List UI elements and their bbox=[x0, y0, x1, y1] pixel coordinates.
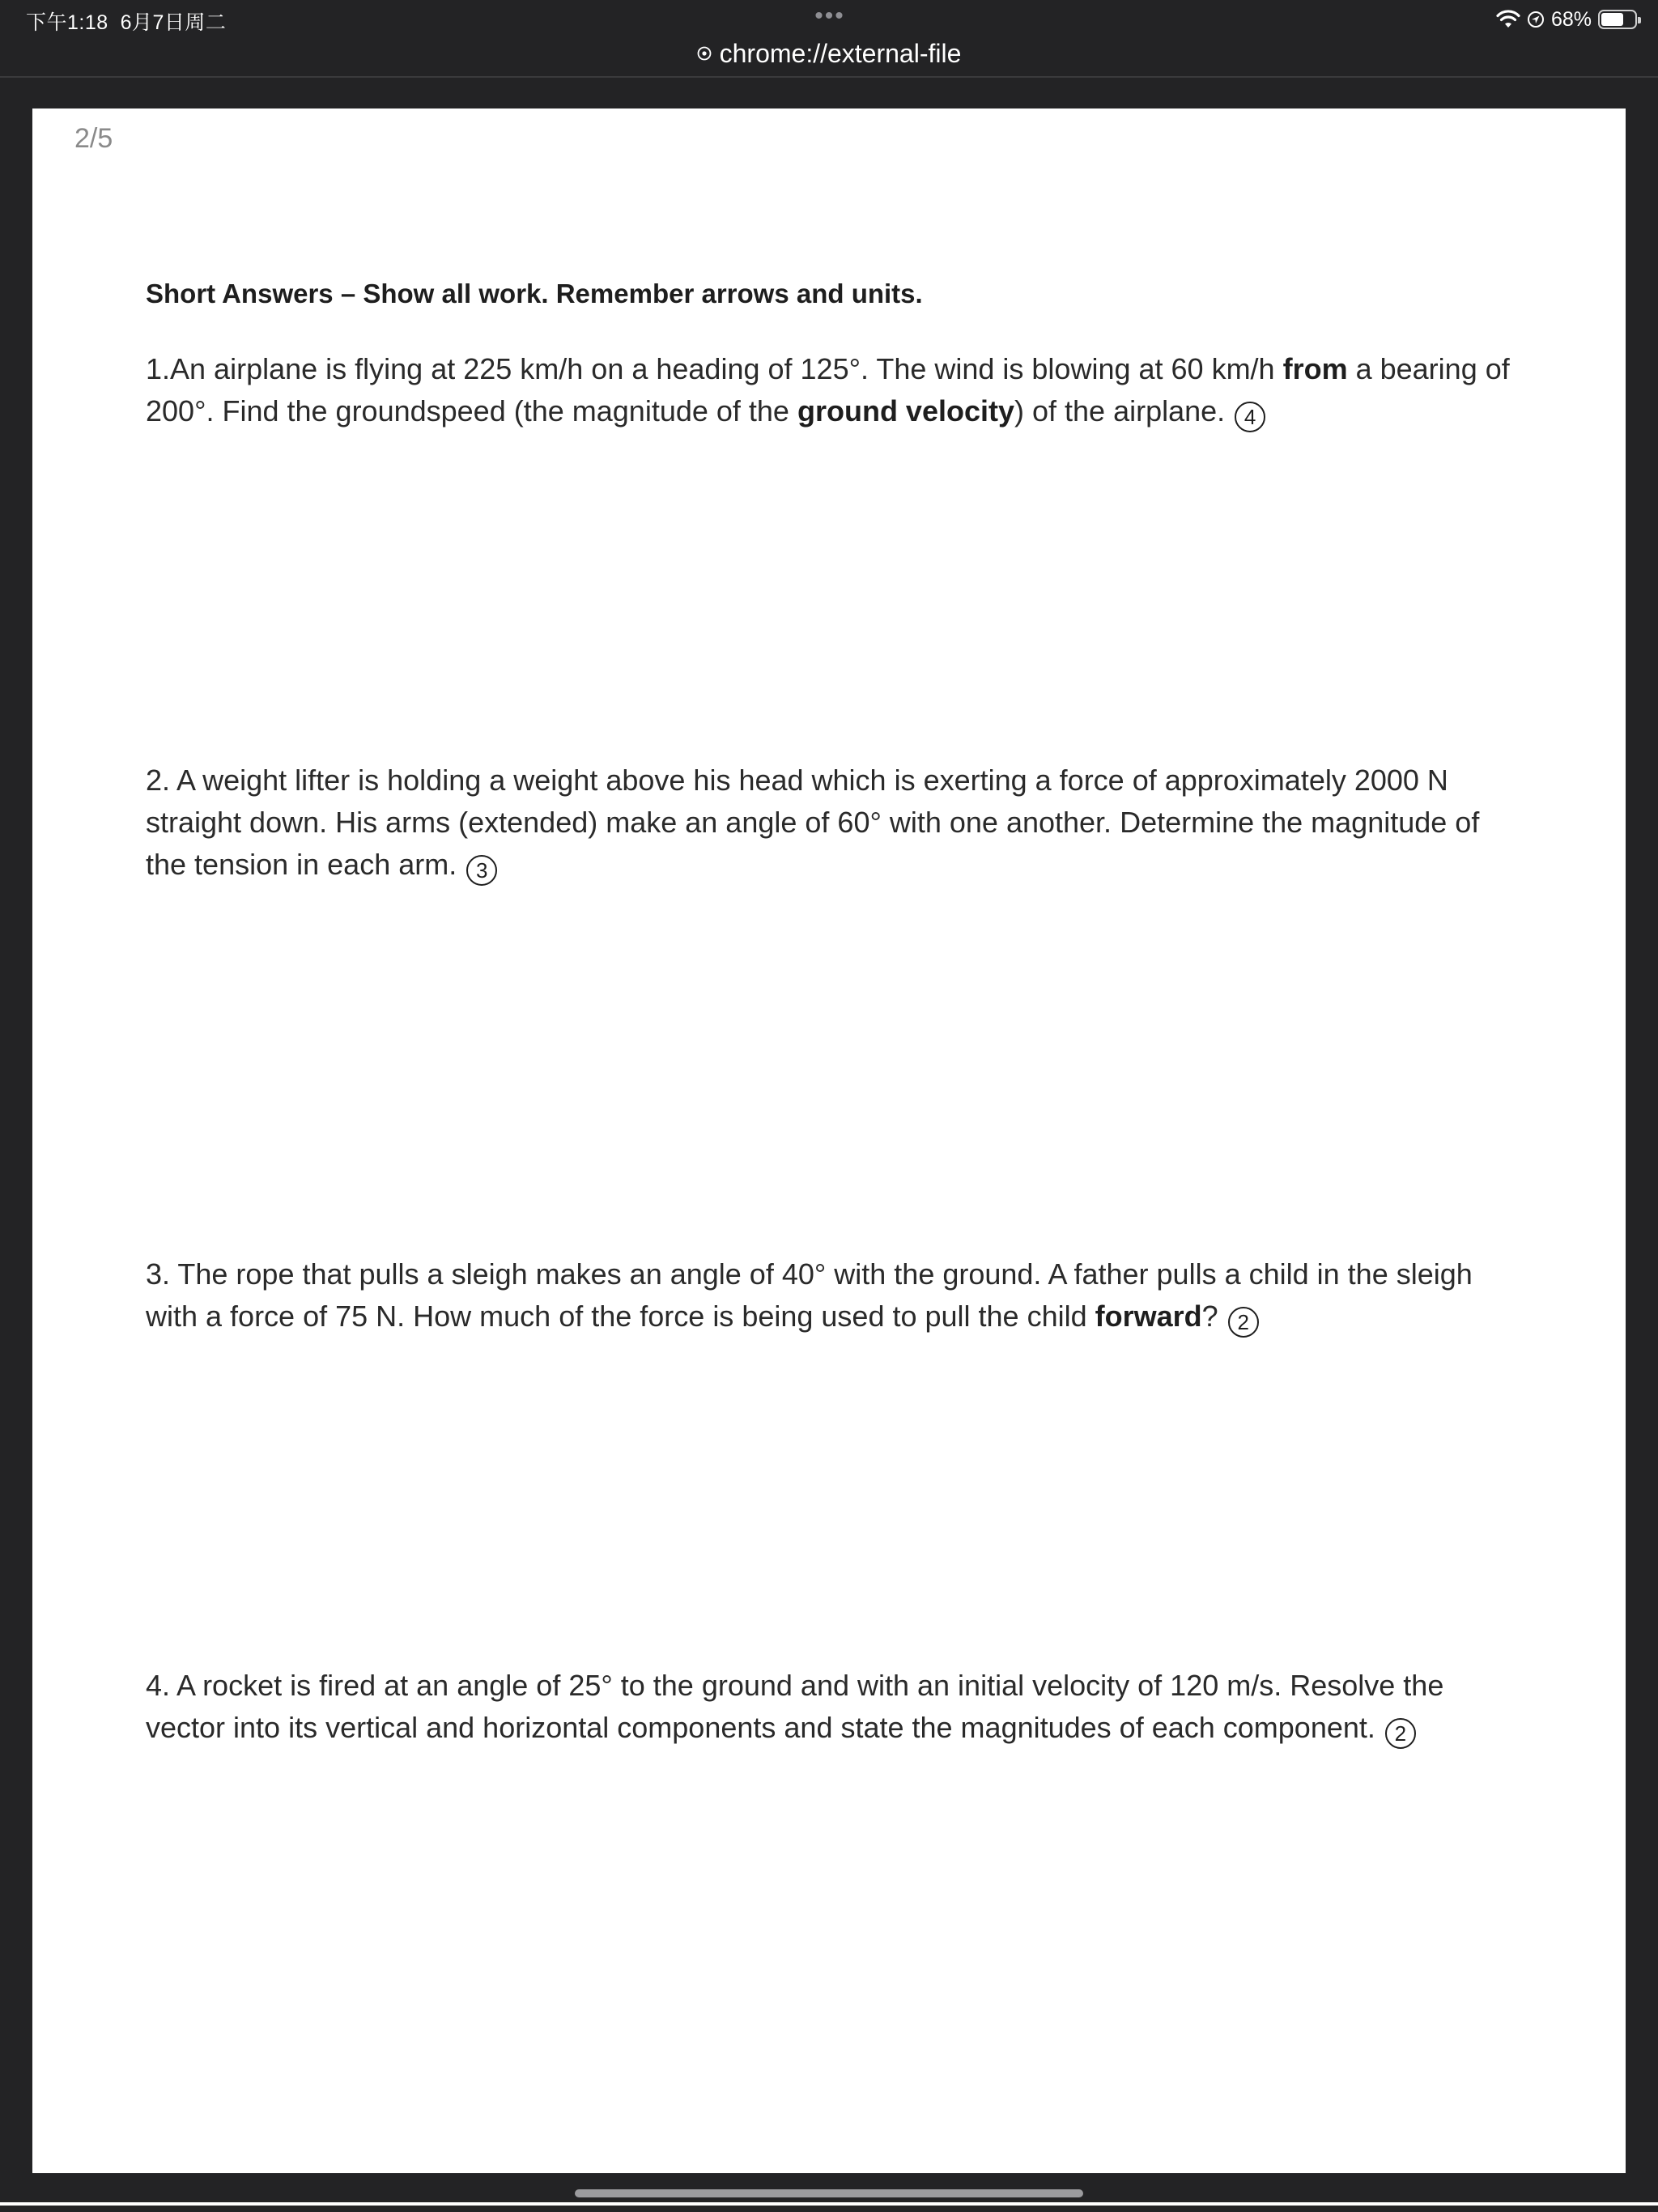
status-right-group bbox=[1496, 6, 1637, 32]
question-3-bold-forward: forward bbox=[1095, 1300, 1202, 1333]
question-1-points-badge: 4 bbox=[1235, 402, 1265, 432]
url-text[interactable]: chrome://external-file bbox=[719, 38, 962, 68]
page-indicator: 2/5 bbox=[74, 123, 113, 154]
battery-cap bbox=[1638, 17, 1641, 23]
question-1-bold-ground-velocity: ground velocity bbox=[797, 394, 1014, 428]
question-4 bbox=[146, 1665, 1522, 1749]
question-3 bbox=[146, 1253, 1522, 1338]
url-bar[interactable] bbox=[0, 36, 1658, 71]
question-1-text-b: a bearing of 200°. Find the groundspeed (the magnitude of the bbox=[146, 352, 1510, 428]
battery-icon bbox=[1598, 10, 1637, 29]
question-1-text-c: ) of the airplane. bbox=[1014, 394, 1226, 428]
battery-fill bbox=[1601, 13, 1623, 26]
question-4-points-badge: 2 bbox=[1385, 1718, 1416, 1749]
more-options-dots[interactable]: ••• bbox=[814, 2, 845, 29]
status-time: 下午1:18 bbox=[26, 11, 108, 34]
section-heading: Short Answers – Show all work. Remember arrows and units. bbox=[146, 279, 923, 308]
question-1-text-a: 1.An airplane is flying at 225 km/h on a heading of 125°. The wind is blowing at 60 km/h bbox=[146, 352, 1283, 385]
toolbar-divider bbox=[0, 76, 1658, 78]
question-1 bbox=[146, 348, 1522, 432]
location-icon bbox=[1527, 11, 1545, 28]
status-date: 6月7日周二 bbox=[120, 11, 227, 34]
status-bar bbox=[0, 0, 1658, 40]
question-3-points-badge: 2 bbox=[1228, 1307, 1259, 1338]
bottom-edge-line bbox=[0, 2202, 1658, 2206]
info-icon[interactable] bbox=[697, 46, 712, 61]
wifi-icon bbox=[1496, 10, 1520, 29]
question-2-points-badge: 3 bbox=[466, 855, 497, 886]
home-indicator[interactable] bbox=[575, 2189, 1083, 2197]
url-content[interactable] bbox=[697, 39, 962, 69]
question-2-text: 2. A weight lifter is holding a weight above his head which is exerting a force of approximately 2000 N straight down. His arms (extended) make an angle of 60° with one another. Determine the magnitude of the tension in each arm. bbox=[146, 764, 1480, 881]
question-2 bbox=[146, 759, 1522, 886]
question-3-text-b: ? bbox=[1201, 1300, 1218, 1333]
status-time-date bbox=[26, 6, 226, 36]
battery-percent: 68% bbox=[1550, 7, 1592, 31]
question-4-text: 4. A rocket is fired at an angle of 25° to the ground and with an initial velocity of 120 m/s. Resolve the vector into its vertical and horizontal components and state the magnitudes of each component. bbox=[146, 1669, 1444, 1744]
question-1-bold-from: from bbox=[1282, 352, 1348, 385]
question-3-text-a: 3. The rope that pulls a sleigh makes an angle of 40° with the ground. A father pulls a child in the sleigh with a force of 75 N. How much of the force is being used to pull the child bbox=[146, 1257, 1473, 1333]
